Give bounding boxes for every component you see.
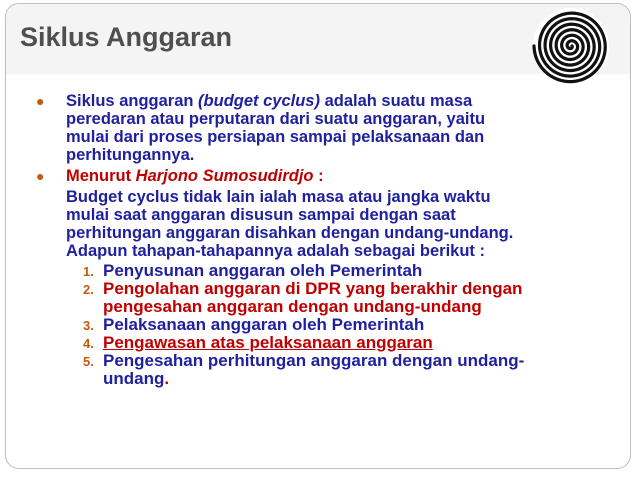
slide-title: Siklus Anggaran bbox=[20, 22, 233, 52]
definition-line: perhitungannya. bbox=[66, 146, 195, 164]
definition-lead: Siklus anggaran bbox=[66, 92, 199, 110]
step-number: 2. bbox=[83, 282, 94, 297]
source-author: Harjono Sumosudirdjo bbox=[135, 167, 314, 185]
bullet-source bbox=[22, 167, 612, 185]
bullet-marker: ● bbox=[36, 168, 45, 184]
paragraph-line: perhitungan anggaran disahkan dengan undang-undang. bbox=[66, 224, 514, 242]
step-text: Pengolahan anggaran di DPR yang berakhir dengan bbox=[103, 279, 523, 298]
step-text: Penyusunan anggaran oleh Pemerintah bbox=[103, 261, 423, 280]
step-text: Pelaksanaan anggaran oleh Pemerintah bbox=[103, 315, 425, 334]
step-text: undang bbox=[103, 369, 165, 388]
definition-line: mulai dari proses persiapan sampai pelaksanaan dan bbox=[66, 128, 485, 146]
step-item bbox=[83, 351, 612, 388]
bullet-definition bbox=[22, 92, 612, 164]
step-text: Pengawasan atas pelaksanaan anggaran bbox=[103, 333, 433, 352]
bullet-marker: ● bbox=[36, 93, 45, 109]
spiral-icon bbox=[531, 6, 611, 86]
step-item bbox=[83, 261, 612, 280]
paragraph-line: Budget cyclus tidak lain ialah masa atau jangka waktu bbox=[66, 188, 491, 206]
budget-steps-list bbox=[22, 262, 612, 388]
step-text: pengesahan anggaran dengan undang-undang bbox=[103, 297, 482, 316]
slide-content bbox=[22, 92, 612, 388]
step-period: . bbox=[164, 369, 170, 388]
definition-line: peredaran atau perputaran dari suatu anggaran, yaitu bbox=[66, 110, 486, 128]
step-number: 5. bbox=[83, 354, 94, 369]
paragraph-line: Adapun tahapan-tahapannya adalah sebagai berikut : bbox=[66, 242, 486, 260]
source-colon: : bbox=[313, 167, 324, 185]
source-lead: Menurut bbox=[66, 167, 136, 185]
step-item bbox=[83, 279, 612, 316]
step-number: 1. bbox=[83, 264, 94, 279]
definition-term: (budget cyclus) bbox=[198, 92, 320, 110]
step-number: 4. bbox=[83, 336, 94, 351]
definition-tail: adalah suatu masa bbox=[319, 92, 473, 110]
step-item bbox=[83, 333, 612, 352]
paragraph-line: mulai saat anggaran disusun sampai dengan saat bbox=[66, 206, 456, 224]
step-item bbox=[83, 315, 612, 334]
quote-paragraph bbox=[22, 188, 612, 260]
step-number: 3. bbox=[83, 318, 94, 333]
step-text: Pengesahan perhitungan anggaran dengan undang- bbox=[103, 351, 525, 370]
